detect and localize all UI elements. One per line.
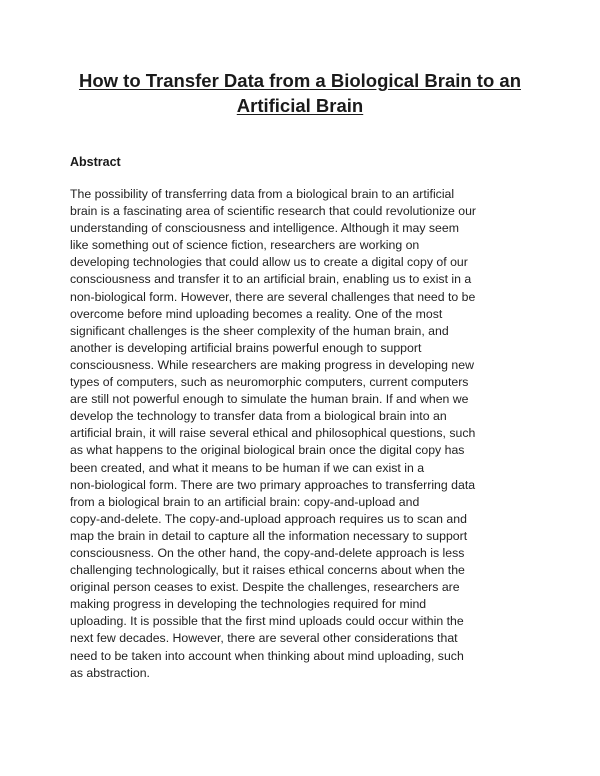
abstract-paragraph	[70, 186, 540, 682]
abstract-line: understanding of consciousness and intelligence. Although it may seem	[70, 221, 459, 236]
abstract-line: consciousness and transfer it to an artificial brain, enabling us to exist in a	[70, 272, 472, 287]
abstract-line: are still not powerful enough to simulate the human brain. If and when we	[70, 392, 469, 407]
document-title	[70, 68, 530, 118]
abstract-line: original person ceases to exist. Despite the challenges, researchers are	[70, 580, 460, 595]
abstract-line: develop the technology to transfer data from a biological brain into an	[70, 409, 447, 424]
abstract-line: artificial brain, it will raise several ethical and philosophical questions, such	[70, 426, 476, 441]
abstract-line: non-biological form. There are two primary approaches to transferring data	[70, 477, 476, 492]
title-line: How to Transfer Data from a Biological Brain to an	[78, 70, 521, 91]
abstract-line: types of computers, such as neuromorphic computers, current computers	[70, 375, 469, 390]
abstract-line: as abstraction.	[70, 665, 150, 680]
abstract-line: consciousness. On the other hand, the copy-and-delete approach is less	[70, 545, 465, 560]
abstract-line: need to be taken into account when thinking about mind uploading, such	[70, 648, 464, 663]
abstract-line: significant challenges is the sheer complexity of the human brain, and	[70, 323, 449, 338]
abstract-line: making progress in developing the technologies required for mind	[70, 597, 427, 612]
abstract-line: next few decades. However, there are several other considerations that	[70, 631, 458, 646]
abstract-line: consciousness. While researchers are making progress in developing new	[70, 357, 474, 372]
abstract-line: non-biological form. However, there are several challenges that need to be	[70, 289, 476, 304]
abstract-line: brain is a fascinating area of scientific research that could revolutionize our	[70, 204, 477, 219]
abstract-line: uploading. It is possible that the first mind uploads could occur within the	[70, 614, 464, 629]
abstract-line: The possibility of transferring data from a biological brain to an artificial	[70, 187, 455, 201]
abstract-line: like something out of science fiction, researchers are working on	[70, 238, 420, 253]
abstract-line: from a biological brain to an artificial brain: copy-and-upload and	[70, 494, 420, 509]
abstract-line: copy-and-delete. The copy-and-upload approach requires us to scan and	[70, 511, 467, 526]
abstract-line: been created, and what it means to be human if we can exist in a	[70, 460, 425, 475]
title-line: Artificial Brain	[236, 95, 364, 116]
abstract-line: developing technologies that could allow us to create a digital copy of our	[70, 255, 468, 270]
abstract-line: overcome before mind uploading becomes a reality. One of the most	[70, 306, 443, 321]
abstract-line: challenging technologically, but it raises ethical concerns about when the	[70, 563, 465, 578]
abstract-heading: Abstract	[70, 155, 121, 169]
abstract-line: map the brain in detail to capture all the information necessary to support	[70, 528, 468, 543]
abstract-line: as what happens to the original biological brain once the digital copy has	[70, 443, 465, 458]
abstract-line: another is developing artificial brains powerful enough to support	[70, 340, 422, 355]
